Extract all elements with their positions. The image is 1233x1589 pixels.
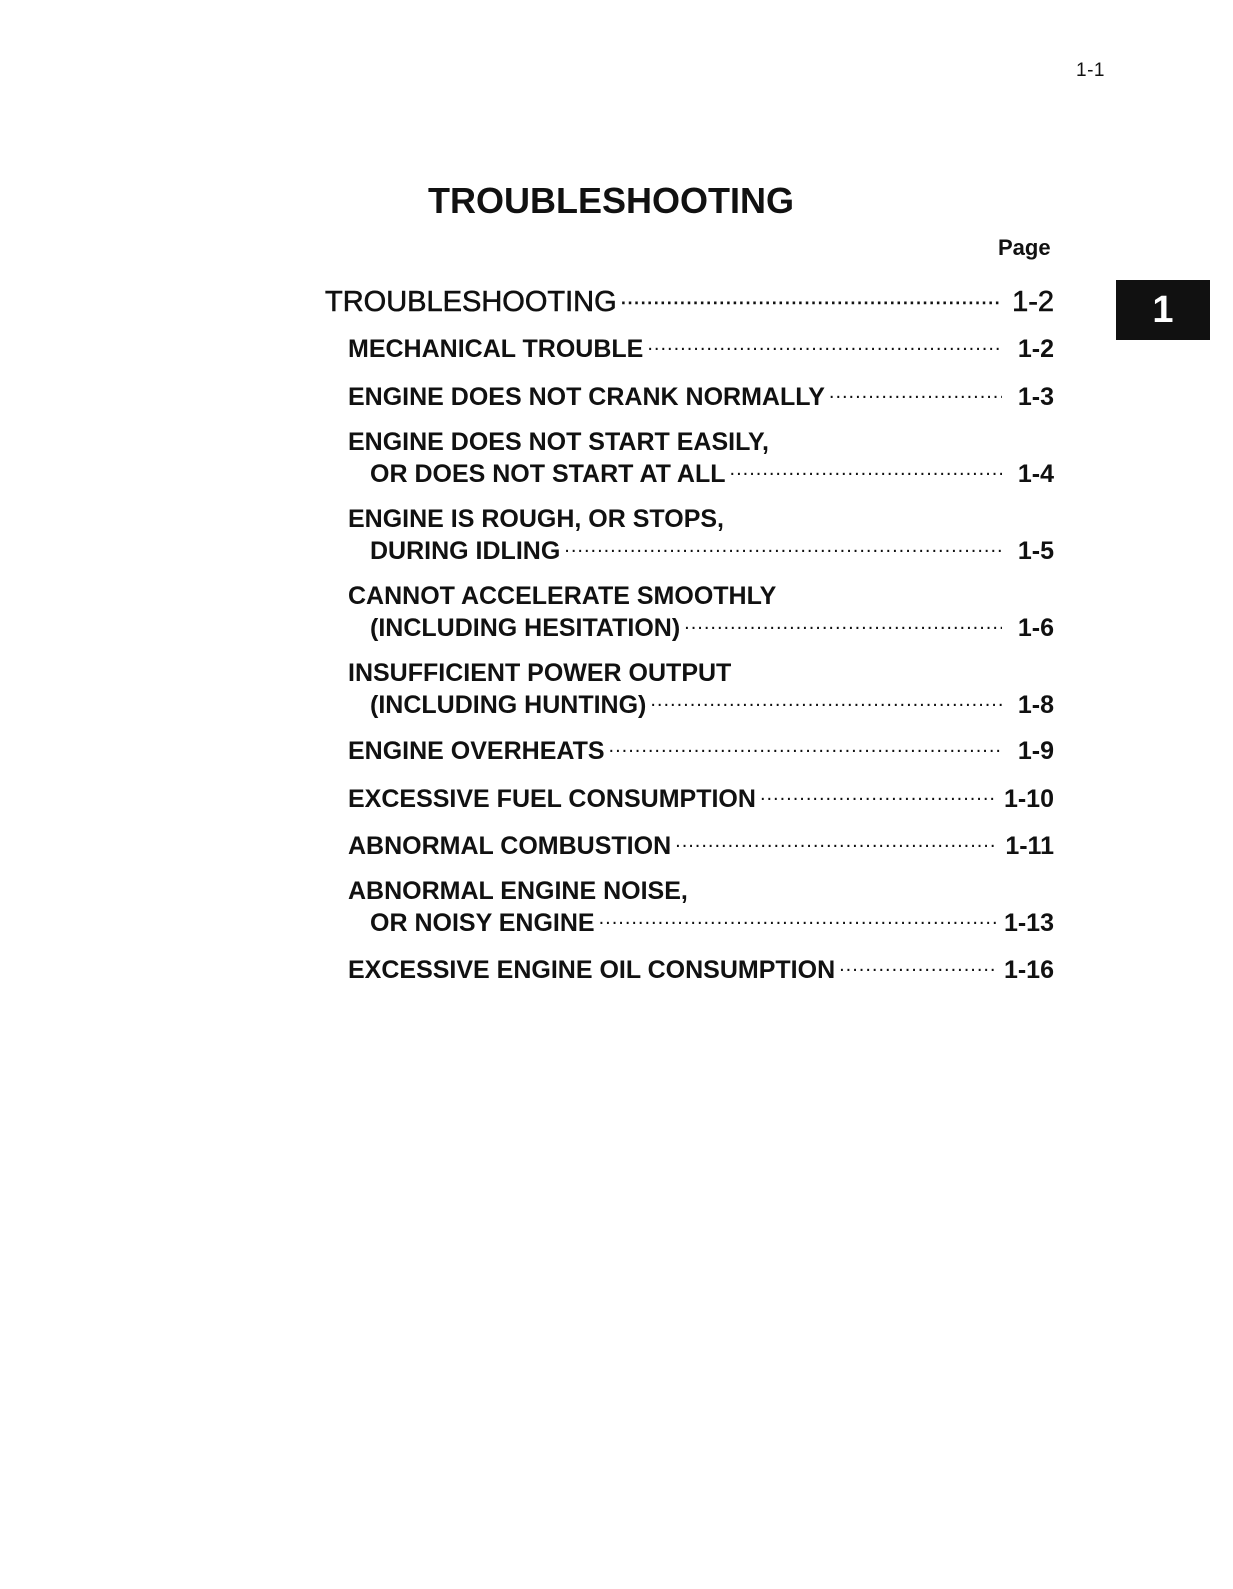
toc-entry-excessive-fuel[interactable] (348, 782, 1054, 814)
page-column-label: Page (998, 235, 1051, 260)
toc-entry-page: 1-9 (1017, 737, 1054, 765)
toc-entry-excessive-oil[interactable] (348, 953, 1054, 985)
toc-entry-label-line1: INSUFFICIENT POWER OUTPUT (348, 659, 732, 687)
toc-entry-label-line2: (INCLUDING HUNTING) (370, 691, 647, 719)
dot-leader (839, 953, 996, 978)
toc-entry-label-line1: ENGINE IS ROUGH, OR STOPS, (348, 505, 724, 533)
toc-entry-label: TROUBLESHOOTING (325, 286, 617, 318)
toc-entry-engine-overheats[interactable] (348, 734, 1054, 766)
toc-entry-page: 1-11 (1005, 832, 1054, 860)
toc-entry-label: ENGINE DOES NOT CRANK NORMALLY (348, 383, 825, 411)
toc-entry-abnormal-combustion[interactable] (348, 829, 1054, 861)
dot-leader (621, 282, 1002, 311)
toc-entry-label-line2: (INCLUDING HESITATION) (370, 614, 681, 642)
dot-leader (829, 380, 1002, 405)
toc-entry-label-line2: OR DOES NOT START AT ALL (370, 460, 726, 488)
dot-leader (684, 611, 1002, 636)
toc-entry-label: EXCESSIVE FUEL CONSUMPTION (348, 785, 756, 813)
dot-leader (760, 782, 996, 807)
page-title: TROUBLESHOOTING (428, 180, 794, 221)
toc-entry-engine-does-not-start[interactable] (348, 427, 1054, 489)
toc-entry-label: ABNORMAL COMBUSTION (348, 832, 672, 860)
toc-entry-page: 1-5 (1017, 537, 1054, 565)
toc-entry-page: 1-13 (1003, 909, 1054, 937)
toc-entry-troubleshooting[interactable] (325, 282, 1054, 317)
toc-entry-label-line1: CANNOT ACCELERATE SMOOTHLY (348, 582, 777, 610)
dot-leader (730, 457, 1002, 482)
toc-entry-insufficient-power[interactable] (348, 658, 1054, 720)
toc-entry-engine-does-not-crank[interactable] (348, 380, 1054, 412)
toc-entry-label: MECHANICAL TROUBLE (348, 335, 644, 363)
dot-leader (647, 332, 1002, 357)
toc-entry-page: 1-6 (1017, 614, 1054, 642)
toc-entry-page: 1-3 (1017, 383, 1054, 411)
toc-entry-abnormal-engine-noise[interactable] (348, 876, 1054, 938)
toc-entry-cannot-accelerate[interactable] (348, 581, 1054, 643)
toc-entry-page: 1-2 (1017, 335, 1054, 363)
dot-leader (599, 906, 996, 931)
toc-entry-page: 1-4 (1017, 460, 1054, 488)
dot-leader (675, 829, 997, 854)
toc-entry-label: ENGINE OVERHEATS (348, 737, 605, 765)
toc-entry-label-line2: DURING IDLING (370, 537, 561, 565)
toc-entry-engine-is-rough[interactable] (348, 504, 1054, 566)
toc-entry-label: EXCESSIVE ENGINE OIL CONSUMPTION (348, 956, 836, 984)
toc-entry-label-line1: ENGINE DOES NOT START EASILY, (348, 428, 769, 456)
dot-leader (609, 734, 1002, 759)
page-number: 1-1 (1076, 60, 1105, 81)
toc-entry-label-line1: ABNORMAL ENGINE NOISE, (348, 877, 688, 905)
toc-entry-page: 1-10 (1003, 785, 1054, 813)
dot-leader (650, 688, 1002, 713)
chapter-tab: 1 (1116, 280, 1210, 340)
dot-leader (564, 534, 1002, 559)
toc-entry-mechanical-trouble[interactable] (348, 332, 1054, 364)
toc-entry-label-line2: OR NOISY ENGINE (370, 909, 595, 937)
toc-entry-page: 1-16 (1003, 956, 1054, 984)
toc-entry-page: 1-2 (1012, 286, 1054, 318)
toc-entry-page: 1-8 (1017, 691, 1054, 719)
